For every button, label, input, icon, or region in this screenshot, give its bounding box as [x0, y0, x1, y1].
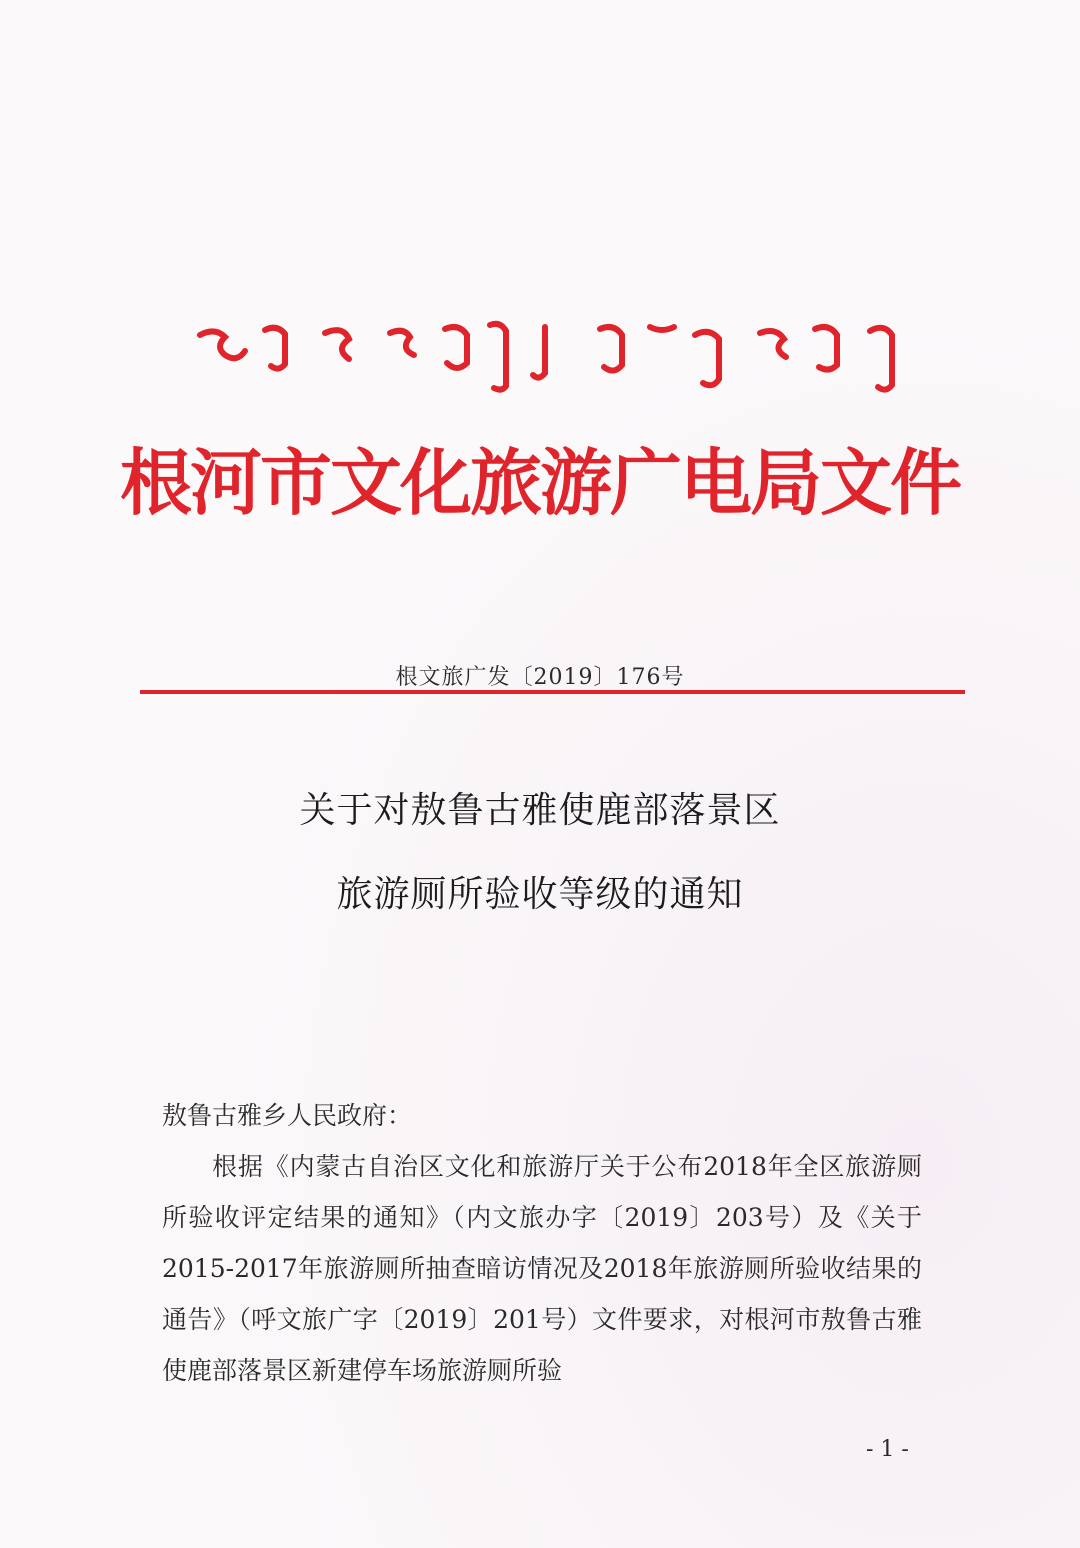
- document-body: [162, 1090, 922, 1396]
- document-number: 根文旅广发〔2019〕176号: [395, 665, 685, 690]
- mongolian-script-title: [190, 315, 910, 395]
- document-title-line-2: 旅游厕所验收等级的通知: [336, 874, 744, 915]
- document-title-line-1: 关于对敖鲁古雅使鹿部落景区: [299, 790, 781, 831]
- agency-title: 根河市文化旅游广电局文件: [119, 441, 960, 525]
- body-paragraph: 根据《内蒙古自治区文化和旅游厅关于公布2018年全区旅游厕所验收评定结果的通知》（内文旅办字〔2019〕203号）及《关于2015-2017年旅游厕所抽查暗访情况及2018年旅游厕所验收结果的通告》（呼文旅广字〔2019〕201号）文件要求，对根河市敖鲁古雅使鹿部落景区新建停车场旅游厕所验: [162, 1152, 922, 1385]
- red-divider-line: [140, 690, 965, 694]
- mongolian-script-graphic: [190, 315, 910, 395]
- page-number: - 1 -: [866, 1437, 909, 1462]
- salutation: 敖鲁古雅乡人民政府：: [162, 1101, 413, 1130]
